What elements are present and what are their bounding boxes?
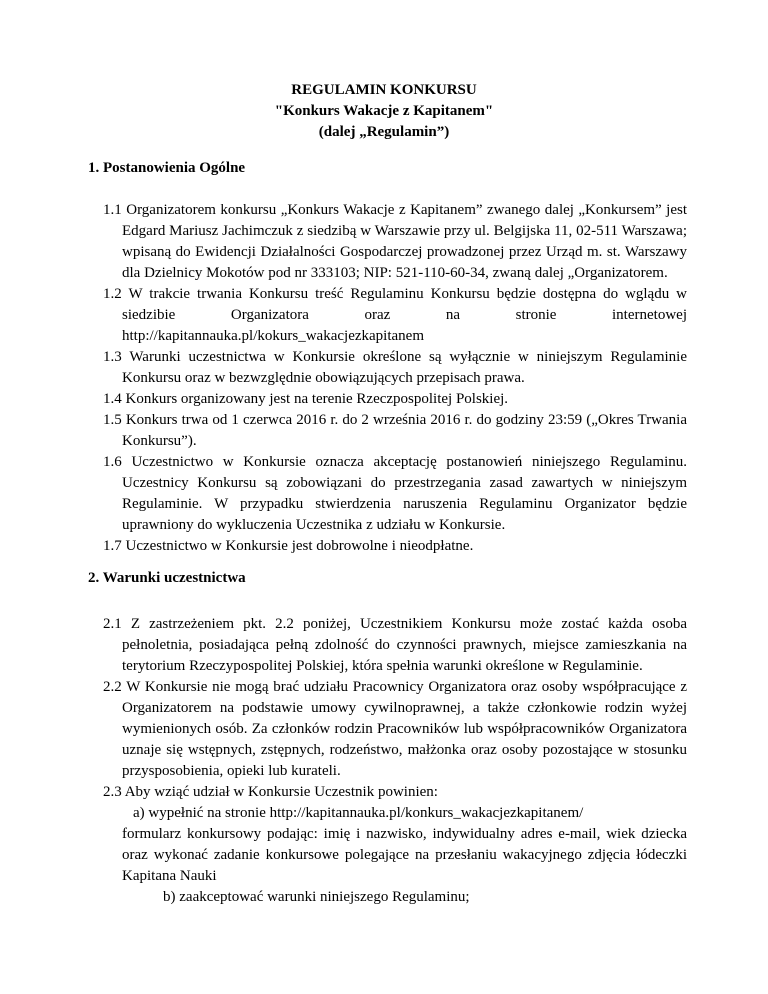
sub-item-b: [103, 887, 687, 908]
item-number: 1.2: [103, 286, 122, 302]
item-number: 2.3: [103, 784, 122, 800]
item-2-1: [103, 614, 687, 677]
item-2-3: [103, 782, 687, 803]
document-header: [0, 80, 768, 143]
item-1-1: [103, 200, 687, 284]
item-text: Warunki uczestnictwa w Konkursie określone są wyłącznie w niniejszym Regulaminie Konkursu oraz w bezwzględnie obowiązujących przepisach prawa.: [122, 349, 687, 386]
item-number: 1.6: [103, 454, 122, 470]
item-number: 2.1: [103, 616, 122, 632]
sub-item-text: wypełnić na stronie http://kapitannauka.pl/konkurs_wakacjezkapitanem/: [148, 805, 584, 821]
item-number: 1.1: [103, 202, 122, 218]
item-1-6: [103, 452, 687, 536]
header-alias: (dalej „Regulamin”): [318, 124, 450, 140]
item-1-2-url: [103, 326, 687, 347]
item-1-7: [103, 536, 687, 557]
section-1-title: 1. Postanowienia Ogólne: [88, 160, 246, 176]
item-text: Uczestnictwo w Konkursie jest dobrowolne i nieodpłatne.: [125, 538, 474, 554]
item-1-3: [103, 347, 687, 389]
item-text: Konkurs trwa od 1 czerwca 2016 r. do 2 września 2016 r. do godziny 23:59 („Okres Trwania Konkursu”).: [122, 412, 688, 449]
header-title: REGULAMIN KONKURSU: [291, 82, 477, 98]
item-text: W trakcie trwania Konkursu treść Regulaminu Konkursu będzie dostępna do wglądu w siedzibie Organizatora oraz na stronie internetowej: [122, 286, 687, 323]
item-number: 1.5: [103, 412, 122, 428]
item-number: 1.4: [103, 391, 122, 407]
item-text: Uczestnictwo w Konkursie oznacza akceptację postanowień niniejszego Regulaminu. Uczestnicy Konkursu są zobowiązani do przestrzegania zasad zawartych w niniejszym Regulaminie. W przypadku stwierdzenia naruszenia Regulaminu Organizator będzie uprawniony do wykluczenia Uczestnika z udziału w Konkursie.: [122, 454, 688, 533]
sub-item-label: a): [133, 805, 145, 821]
item-text: Konkurs organizowany jest na terenie Rzeczpospolitej Polskiej.: [125, 391, 509, 407]
header-contest-name: "Konkurs Wakacje z Kapitanem": [274, 103, 494, 119]
item-2-2: [103, 677, 687, 782]
item-1-4: [103, 389, 687, 410]
item-number: 1.3: [103, 349, 122, 365]
section-2-body: [103, 614, 687, 908]
sub-item-a: [103, 803, 687, 824]
item-text: Z zastrzeżeniem pkt. 2.2 poniżej, Uczestnikiem Konkursu może zostać każda osoba pełnoletnia, posiadająca pełną zdolność do czynności prawnych, miejsce zamieszkania na terytorium Rzeczypospolitej Polskiej, która spełnia warunki określone w Regulaminie.: [122, 616, 688, 674]
sub-item-text: formularz konkursowy podając: imię i nazwisko, indywidualny adres e-mail, wiek dziecka oraz wykonać zadanie konkursowe polegające na przesłaniu wakacyjnego zdjęcia łódeczki Kapitana Nauki: [122, 826, 687, 884]
organizer-url: http://kapitannauka.pl/kokurs_wakacjezkapitanem: [122, 328, 424, 344]
item-text: Aby wziąć udział w Konkursie Uczestnik powinien:: [124, 784, 438, 800]
item-number: 1.7: [103, 538, 122, 554]
item-text: W Konkursie nie mogą brać udziału Pracownicy Organizatora oraz osoby współpracujące z Organizatorem na podstawie umowy cywilnoprawnej, a także członkowie rodzin wyżej wymienionych osób. Za członków rodzin Pracowników lub współpracowników Organizatora uznaje się wstępnych, zstępnych, rodzeństwo, małżonka oraz osoby pozostające w stosunku przysposobienia, opieki lub kurateli.: [122, 679, 687, 779]
section-2-title: 2. Warunki uczestnictwa: [88, 570, 246, 586]
item-1-2: [103, 284, 687, 326]
item-text: Organizatorem konkursu „Konkurs Wakacje z Kapitanem” zwanego dalej „Konkursem” jest Edgard Mariusz Jachimczuk z siedzibą w Warszawie przy ul. Belgijska 11, 02-511 Warszawa; wpisaną do Ewidencji Działalności Gospodarczej prowadzonej przez Urząd m. st. Warszawy dla Dzielnicy Mokotów pod nr 333103; NIP: 521-110-60-34, zwaną dalej „Organizatorem.: [122, 202, 688, 281]
sub-item-text: zaakceptować warunki niniejszego Regulaminu;: [179, 889, 470, 905]
item-1-5: [103, 410, 687, 452]
item-number: 2.2: [103, 679, 122, 695]
section-1-body: [103, 200, 687, 557]
sub-item-a-continuation: [103, 824, 687, 887]
sub-item-label: b): [163, 889, 176, 905]
